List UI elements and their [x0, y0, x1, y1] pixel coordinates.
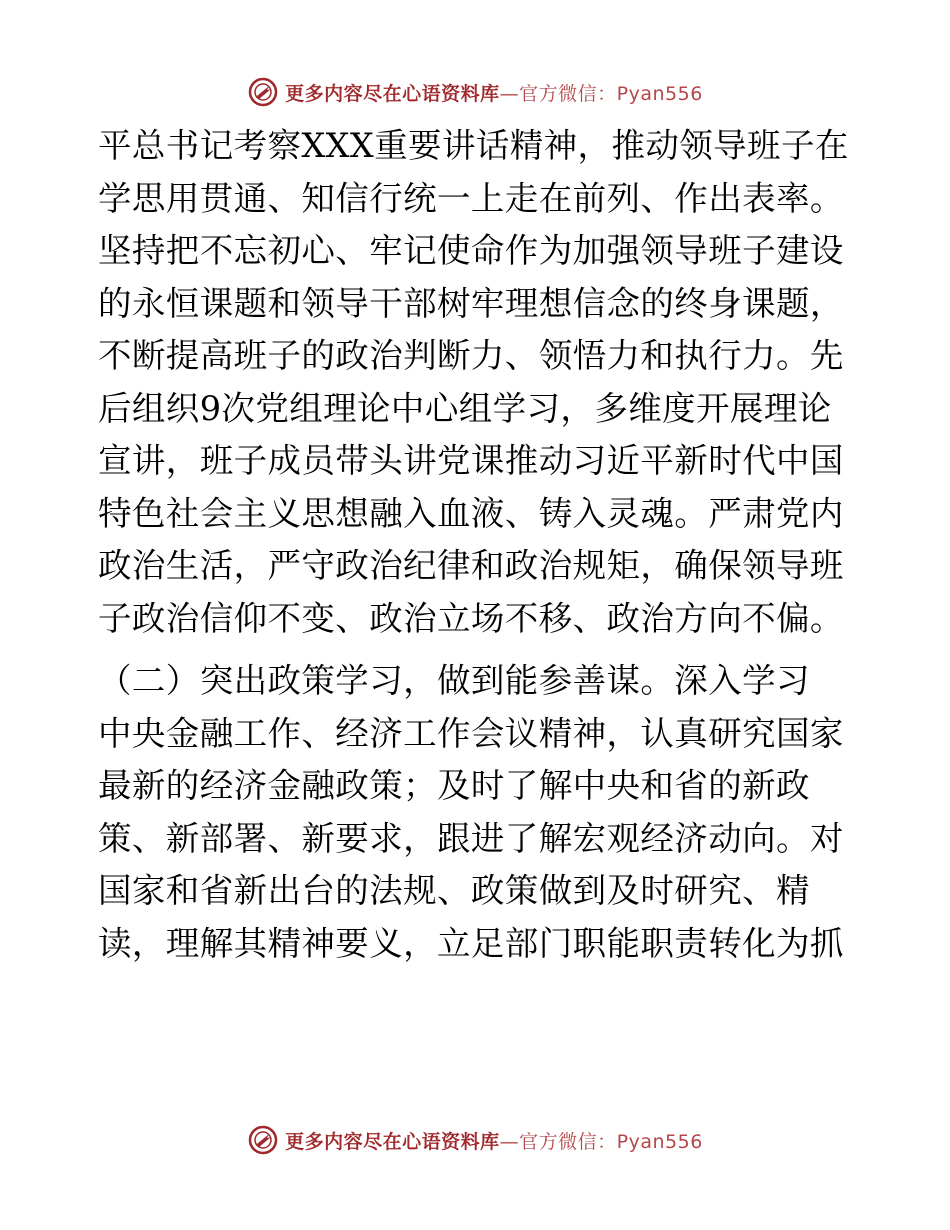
text-line: 坚持把不忘初心、牢记使命作为加强领导班子建设	[98, 231, 844, 270]
footer-text	[285, 1127, 703, 1154]
text-line: 平总书记考察XXX重要讲话精神，推动领导班子在	[98, 126, 849, 165]
header-banner	[0, 72, 950, 112]
header-text-main: 更多内容尽在心语资料库	[285, 82, 500, 105]
seal-logo-icon	[247, 76, 279, 108]
text-line: （二）突出政策学习，做到能参善谋。深入学习	[98, 661, 810, 700]
paragraph-1	[98, 120, 858, 645]
header-text-sub: —官方微信：Pyan556	[499, 82, 703, 105]
text-line: 不断提高班子的政治判断力、领悟力和执行力。先	[98, 336, 844, 375]
text-line: 的永恒课题和领导干部树牢理想信念的终身课题，	[98, 283, 844, 323]
paragraph-2	[98, 655, 858, 970]
header-text	[285, 79, 703, 106]
text-line: 特色社会主义思想融入血液、铸入灵魂。严肃党内	[98, 493, 844, 533]
text-line: 读，理解其精神要义，立足部门职能职责转化为抓	[98, 923, 844, 963]
text-line: 中央金融工作、经济工作会议精神，认真研究国家	[98, 713, 844, 753]
footer-banner	[0, 1120, 950, 1160]
paragraph-gap	[98, 645, 858, 655]
text-line: 子政治信仰不变、政治立场不移、政治方向不偏。	[98, 598, 844, 638]
text-line: 策、新部署、新要求，跟进了解宏观经济动向。对	[98, 818, 844, 858]
text-line: 国家和省新出台的法规、政策做到及时研究、精	[98, 871, 810, 910]
text-line: 最新的经济金融政策；及时了解中央和省的新政	[98, 766, 810, 805]
text-line: 后组织9次党组理论中心组学习，多维度开展理论	[98, 388, 832, 428]
text-line: 宣讲，班子成员带头讲党课推动习近平新时代中国	[98, 441, 844, 480]
footer-text-main: 更多内容尽在心语资料库	[285, 1130, 500, 1153]
text-line: 学思用贯通、知信行统一上走在前列、作出表率。	[98, 178, 844, 218]
text-line: 政治生活，严守政治纪律和政治规矩，确保领导班	[98, 546, 844, 585]
seal-logo-icon	[247, 1124, 279, 1156]
footer-text-sub: —官方微信：Pyan556	[499, 1130, 703, 1153]
document-body	[98, 120, 858, 970]
